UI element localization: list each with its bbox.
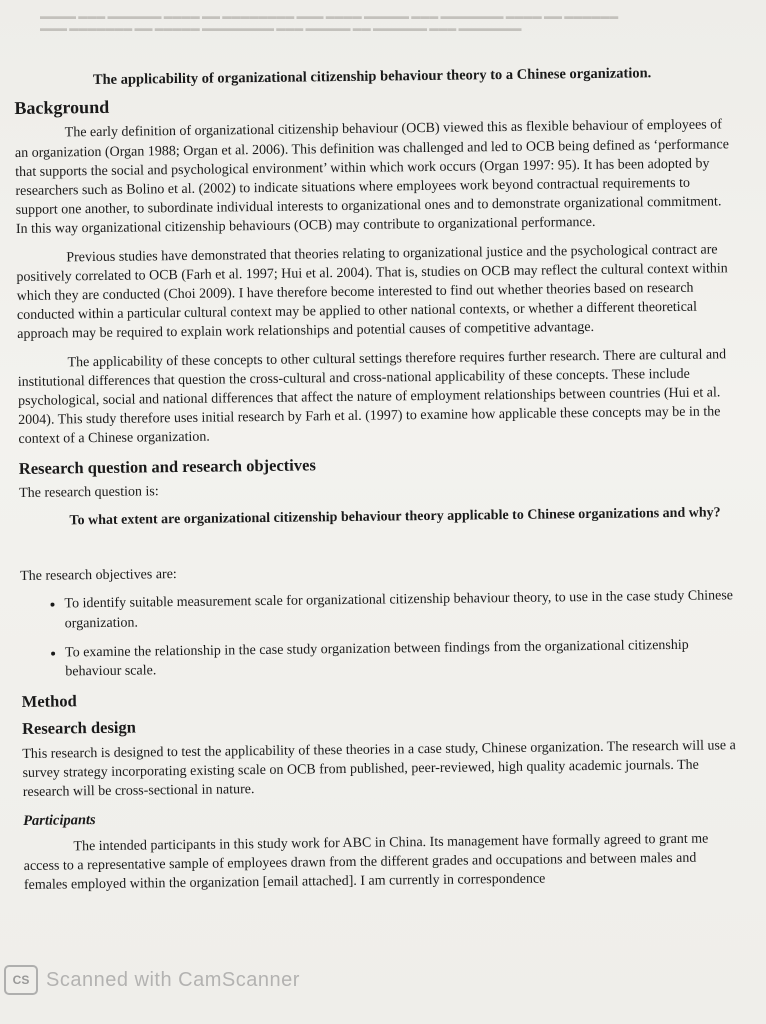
background-paragraph-2: Previous studies have demonstrated that theories relating to organizational justice and the psychological contract are positively correlated to OCB (Farh et al. 1997; Hui et al. 2004). That is, studies on OCB may reflect the cultural context within which they are conducted (Choi 2009). I have therefore become interested to find out whether theories based on research conducted within a particular cultural context may be applied to other national contexts, or whether a different theoretical approach may be required to explain work relationships and potential causes of competitive advantage. — [16, 242, 728, 343]
method-heading: Method — [21, 691, 77, 712]
objective-2: • To examine the relationship in the case study organization between findings from the organizational citizenship behaviour scale. — [65, 635, 737, 682]
research-design-text: This research is designed to test the applicability of these theories in a case study, Chinese organization. The research will use a survey strategy incorporating existing scale on OCB from published, peer-reviewed, high quality academic journals. The research will be cross-sectional in nature. — [22, 737, 736, 801]
research-design-heading: Research design — [21, 718, 136, 739]
research-question-intro: The research question is: — [19, 484, 159, 501]
background-paragraph-1: The early definition of organizational citizenship behaviour (OCB) viewed this as flexible behaviour of employees of an organization (Organ 1988; Organ et al. 2006). This definition was challenged and led to OCB being defined as ‘performance that supports the social and psychological environment’ within which work occurs (Organ 1997: 95). It has been adopted by researchers such as Bolino et al. (2002) to indicate situations where employees work beyond contractual requirements to support one another, to subordinate individual interests to organizational ones and to demonstrate organizational commitment. In this way organizational citizenship behaviours (OCB) may contribute to organizational performance. — [14, 117, 729, 238]
participants-text: The intended participants in this study work for ABC in China. Its management have formally agreed to grant me access to a representative sample of employees drawn from the different grades and occupations and between males and females employed within the organization [email attached]. I am currently in correspondence — [23, 831, 709, 893]
watermark-text: Scanned with CamScanner — [46, 968, 300, 991]
background-paragraph-3: The applicability of these concepts to other cultural settings therefore requires further research. There are cultural and institutional differences that question the cross-cultural and cross-national applicability of these concepts. These include psychological, social and national differences that affect the nature of employment relationships between countries (Hui et al. 2004). This study therefore uses initial research by Farh et al. (1997) to examine how applicable these concepts may be in the context of a Chinese organization. — [17, 346, 727, 448]
bleed-through-text: ▬▬▬▬ ▬▬▬ ▬▬▬▬▬▬ ▬▬▬▬ ▬▬ ▬▬▬▬▬▬▬▬ ▬▬▬ ▬▬▬▬ ▬▬▬▬▬ ▬▬▬ ▬▬▬▬▬▬▬ ▬▬▬▬ ▬▬ ▬▬▬▬▬▬ ▬▬▬ ▬▬▬▬▬▬▬ ▬▬ ▬▬▬▬▬ ▬▬▬▬▬▬▬▬ ▬▬▬ ▬▬▬▬▬ ▬▬ ▬▬▬▬▬▬ ▬▬▬ ▬▬▬▬▬▬▬ — [40, 11, 619, 33]
camscanner-logo-icon: CS — [4, 965, 38, 995]
participants-heading: Participants — [23, 812, 96, 830]
document-title: The applicability of organizational citizenship behaviour theory to a Chinese organization. — [92, 65, 652, 89]
research-question: To what extent are organizational citizenship behaviour theory applicable to Chinese organizations and why? — [69, 505, 721, 529]
document-body — [14, 63, 740, 904]
research-question-heading: Research question and research objectives — [18, 454, 316, 478]
objectives-list — [20, 587, 737, 683]
objective-1: • To identify suitable measurement scale for organizational citizenship behaviour theory, to use in the case study Chinese organization. — [64, 587, 736, 634]
background-heading: Background — [14, 97, 110, 119]
camscanner-watermark — [0, 960, 420, 1000]
research-objectives-intro: The research objectives are: — [20, 567, 177, 585]
